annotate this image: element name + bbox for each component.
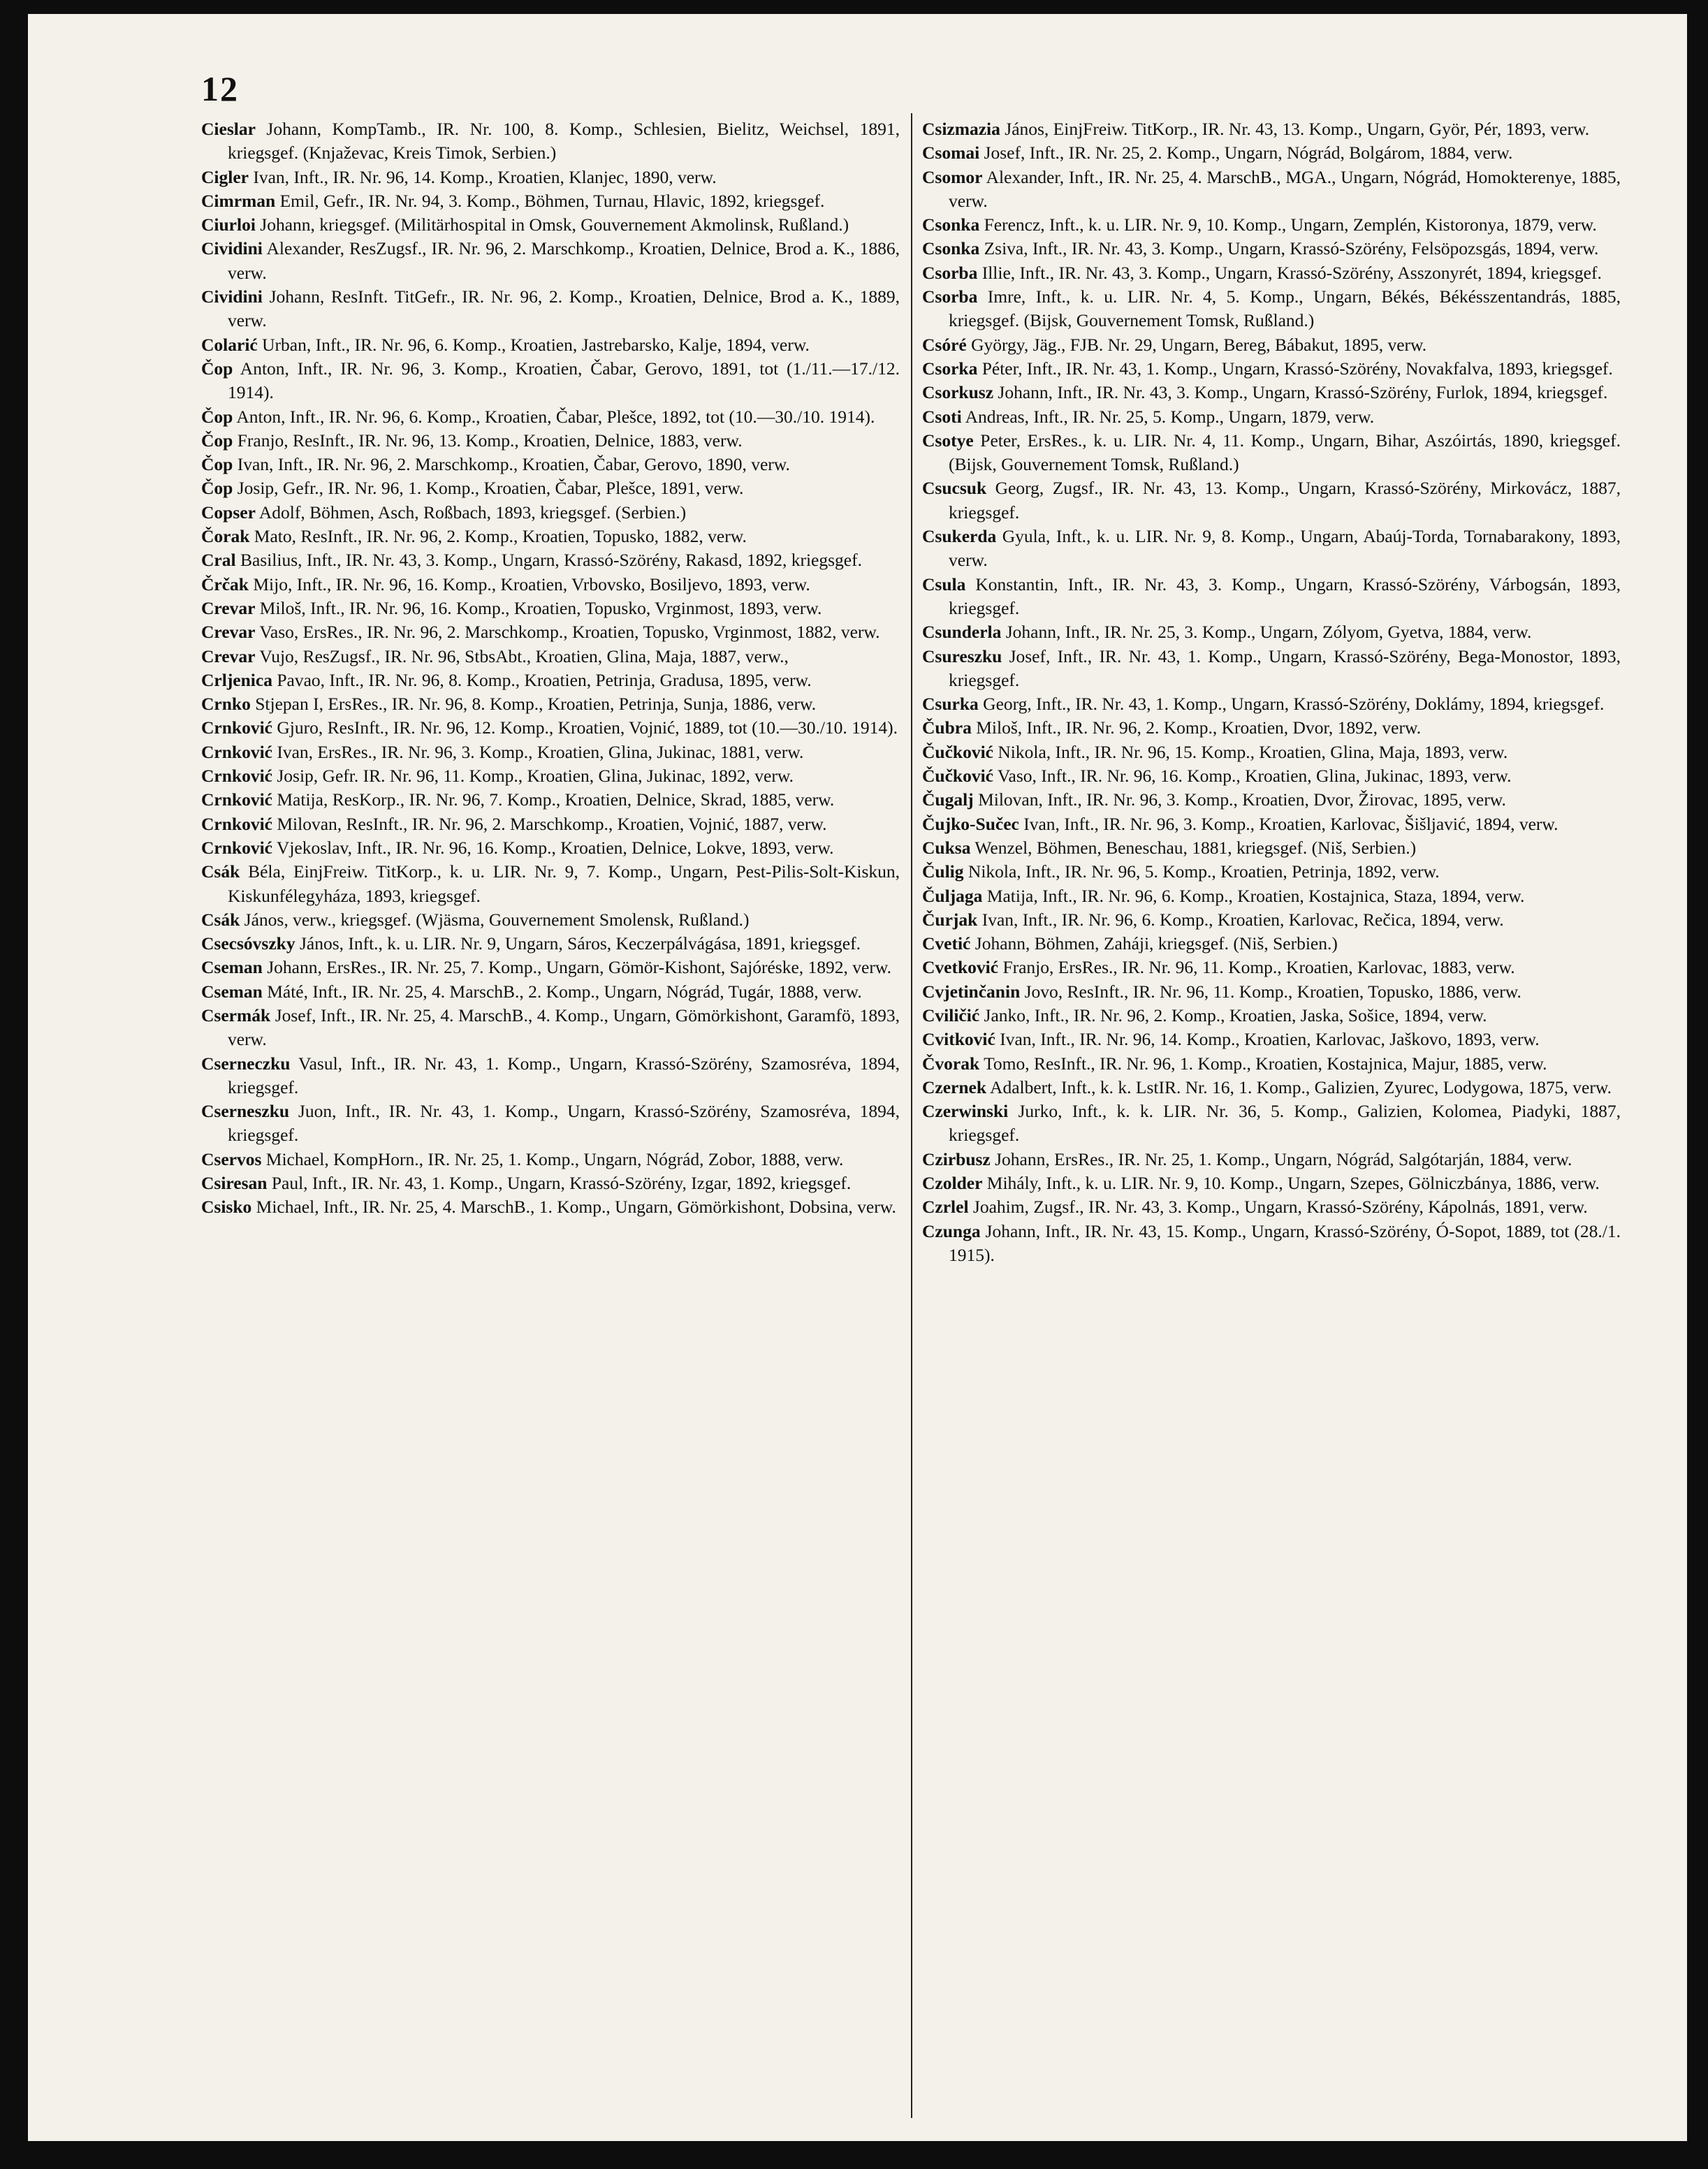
entry-details: Franjo, ResInft., IR. Nr. 96, 13. Komp., Kroatien, Delnice, 1883, verw. xyxy=(233,430,743,451)
entry-details: Georg, Inft., IR. Nr. 43, 1. Komp., Ungarn, Krassó-Szörény, Doklámy, 1894, kriegsgef. xyxy=(978,694,1605,715)
list-entry xyxy=(201,740,900,764)
entry-details: Matija, Inft., IR. Nr. 96, 6. Komp., Kroatien, Kostajnica, Staza, 1894, verw. xyxy=(982,885,1525,906)
entry-details: Jurko, Inft., k. k. LIR. Nr. 36, 5. Komp., Galizien, Kolomea, Piadyki, 1887, kriegsgef. xyxy=(949,1101,1621,1146)
entry-surname: Cvetić xyxy=(922,933,971,954)
entry-surname: Cvjetinčanin xyxy=(922,981,1021,1002)
list-entry xyxy=(922,525,1621,573)
list-entry xyxy=(922,1028,1621,1051)
entry-surname: Csula xyxy=(922,574,966,594)
entry-details: Nikola, Inft., IR. Nr. 96, 5. Komp., Kroatien, Petrinja, 1892, verw. xyxy=(963,861,1440,882)
entry-surname: Czolder xyxy=(922,1173,983,1194)
list-entry xyxy=(201,429,900,453)
list-entry xyxy=(201,836,900,860)
entry-details: Johann, kriegsgef. (Militärhospital in Omsk, Gouvernement Akmolinsk, Rußland.) xyxy=(255,214,849,235)
list-entry xyxy=(201,956,900,979)
list-entry xyxy=(922,405,1621,429)
entry-surname: Csomor xyxy=(922,166,983,187)
entry-details: Gjuro, ResInft., IR. Nr. 96, 12. Komp., Kroatien, Vojnić, 1889, tot (10.—30./10. 1914). xyxy=(272,717,898,738)
entry-surname: Csucsuk xyxy=(922,478,987,499)
entry-surname: Crnko xyxy=(201,694,251,715)
entry-surname: Cseman xyxy=(201,981,263,1002)
entry-surname: Czrlel xyxy=(922,1197,969,1218)
entry-details: Josip, Gefr., IR. Nr. 96, 1. Komp., Kroatien, Čabar, Plešce, 1891, verw. xyxy=(233,478,744,499)
list-entry xyxy=(922,141,1621,165)
entry-surname: Czirbusz xyxy=(922,1148,991,1169)
document-page xyxy=(28,14,1687,2141)
list-entry xyxy=(201,788,900,812)
entry-details: Ivan, Inft., IR. Nr. 96, 3. Komp., Kroatien, Karlovac, Šišljavić, 1894, verw. xyxy=(1019,813,1559,834)
list-entry xyxy=(922,1076,1621,1100)
list-entry xyxy=(201,573,900,597)
entry-details: Vasul, Inft., IR. Nr. 43, 1. Komp., Ungarn, Krassó-Szörény, Szamosréva, 1894, kriegsgef. xyxy=(228,1053,900,1097)
entry-details: Nikola, Inft., IR. Nr. 96, 15. Komp., Kroatien, Glina, Maja, 1893, verw. xyxy=(993,741,1508,762)
list-entry xyxy=(201,333,900,357)
entry-surname: Cseman xyxy=(201,957,263,978)
entry-surname: Čop xyxy=(201,454,233,475)
list-entry xyxy=(922,740,1621,764)
list-entry xyxy=(922,812,1621,836)
page-number: 12 xyxy=(201,69,239,108)
entry-surname: Cral xyxy=(201,550,236,571)
entry-surname: Cieslar xyxy=(201,119,256,139)
list-entry xyxy=(201,189,900,213)
entry-surname: Cigler xyxy=(201,166,249,187)
entry-surname: Čorak xyxy=(201,526,250,547)
entry-details: Tomo, ResInft., IR. Nr. 96, 1. Komp., Kroatien, Kostajnica, Majur, 1885, verw. xyxy=(979,1053,1547,1074)
entry-details: Adalbert, Inft., k. k. LstIR. Nr. 16, 1. Komp., Galizien, Zyurec, Lodygowa, 1875, verw. xyxy=(986,1076,1612,1097)
entry-surname: Csureszku xyxy=(922,645,1002,666)
entry-details: Emil, Gefr., IR. Nr. 94, 3. Komp., Böhmen, Turnau, Hlavic, 1892, kriegsgef. xyxy=(275,190,825,211)
entry-surname: Csiresan xyxy=(201,1173,268,1194)
entry-surname: Čujko-Sučec xyxy=(922,813,1019,834)
entry-surname: Crevar xyxy=(201,622,256,643)
list-entry xyxy=(201,1004,900,1052)
entry-surname: Csorba xyxy=(922,262,978,283)
entry-surname: Cvetković xyxy=(922,957,999,978)
list-entry xyxy=(201,405,900,429)
entry-surname: Čurjak xyxy=(922,909,978,930)
list-entry xyxy=(922,692,1621,716)
list-entry xyxy=(922,357,1621,381)
entry-details: János, verw., kriegsgef. (Wjäsma, Gouvernement Smolensk, Rußland.) xyxy=(240,909,750,930)
entry-surname: Cividini xyxy=(201,238,263,259)
entry-details: Gyula, Inft., k. u. LIR. Nr. 9, 8. Komp., Ungarn, Abaúj-Torda, Tornabarakony, 1893, verw. xyxy=(949,526,1621,571)
entry-surname: Čubra xyxy=(922,717,972,738)
list-entry xyxy=(201,237,900,285)
list-entry xyxy=(922,764,1621,788)
list-entry xyxy=(922,860,1621,884)
entry-surname: Crnković xyxy=(201,741,272,762)
entry-details: Vujo, ResZugsf., IR. Nr. 96, StbsAbt., Kroatien, Glina, Maja, 1887, verw., xyxy=(255,645,789,666)
entry-details: Pavao, Inft., IR. Nr. 96, 8. Komp., Kroatien, Petrinja, Gradusa, 1895, verw. xyxy=(272,669,812,690)
entry-surname: Csunderla xyxy=(922,622,1002,643)
entry-details: Mijo, Inft., IR. Nr. 96, 16. Komp., Kroatien, Vrbovsko, Bosiljevo, 1893, verw. xyxy=(248,574,810,594)
entry-details: Ivan, Inft., IR. Nr. 96, 6. Komp., Kroatien, Karlovac, Rečica, 1894, verw. xyxy=(977,909,1504,930)
list-entry xyxy=(922,117,1621,141)
entry-details: Janko, Inft., IR. Nr. 96, 2. Komp., Kroatien, Jaska, Sošice, 1894, verw. xyxy=(979,1005,1487,1025)
list-entry xyxy=(922,333,1621,357)
entry-details: Juon, Inft., IR. Nr. 43, 1. Komp., Ungarn, Krassó-Szörény, Szamosréva, 1894, kriegsgef. xyxy=(228,1101,900,1146)
entry-surname: Cividini xyxy=(201,286,263,307)
entry-details: Péter, Inft., IR. Nr. 43, 1. Komp., Ungarn, Krassó-Szörény, Novakfalva, 1893, kriegsgef. xyxy=(977,358,1613,379)
list-entry xyxy=(922,1004,1621,1028)
list-entry xyxy=(201,476,900,500)
entry-details: Miloš, Inft., IR. Nr. 96, 16. Komp., Kroatien, Topusko, Vrginmost, 1893, verw. xyxy=(255,597,822,618)
entry-surname: Čučković xyxy=(922,766,993,787)
list-entry xyxy=(922,980,1621,1004)
entry-details: Paul, Inft., IR. Nr. 43, 1. Komp., Ungarn, Krassó-Szörény, Izgar, 1892, kriegsgef. xyxy=(267,1173,852,1194)
list-entry xyxy=(201,597,900,620)
entry-surname: Csukerda xyxy=(922,526,997,547)
entry-surname: Csonka xyxy=(922,214,980,235)
entry-surname: Copser xyxy=(201,502,256,523)
entry-surname: Csák xyxy=(201,861,240,882)
list-entry xyxy=(201,1171,900,1195)
entry-details: Imre, Inft., k. u. LIR. Nr. 4, 5. Komp., Ungarn, Békés, Békésszentandrás, 1885, kriegsgef. (Bijsk, Gouvernement Tomsk, Rußland.) xyxy=(949,286,1621,331)
list-entry xyxy=(922,836,1621,860)
left-column xyxy=(201,117,900,1220)
entry-details: Ivan, Inft., IR. Nr. 96, 14. Komp., Kroatien, Klanjec, 1890, verw. xyxy=(248,166,717,187)
list-entry xyxy=(201,764,900,788)
entry-details: Johann, Inft., IR. Nr. 43, 3. Komp., Ungarn, Krassó-Szörény, Furlok, 1894, kriegsgef. xyxy=(993,382,1608,403)
entry-surname: Čvorak xyxy=(922,1053,980,1074)
entry-surname: Crevar xyxy=(201,645,256,666)
entry-surname: Csurka xyxy=(922,694,979,715)
entry-details: Vjekoslav, Inft., IR. Nr. 96, 16. Komp., Kroatien, Delnice, Lokve, 1893, verw. xyxy=(272,837,834,858)
entry-details: Johann, ResInft. TitGefr., IR. Nr. 96, 2. Komp., Kroatien, Delnice, Brod a. K., 1889, verw. xyxy=(228,286,900,331)
entry-surname: Csizmazia xyxy=(922,119,1000,139)
list-entry xyxy=(201,980,900,1004)
list-entry xyxy=(201,645,900,669)
list-entry xyxy=(201,166,900,189)
entry-surname: Csisko xyxy=(201,1197,252,1218)
list-entry xyxy=(201,908,900,932)
entry-details: Miloš, Inft., IR. Nr. 96, 2. Komp., Kroatien, Dvor, 1892, verw. xyxy=(971,717,1422,738)
list-entry xyxy=(201,620,900,644)
entry-details: Béla, EinjFreiw. TitKorp., k. u. LIR. Nr. 9, 7. Komp., Ungarn, Pest-Pilis-Solt-Kiskun, Kiskunfélegyháza, 1893, kriegsgef. xyxy=(228,861,900,906)
entry-details: Stjepan I, ErsRes., IR. Nr. 96, 8. Komp., Kroatien, Petrinja, Sunja, 1886, verw. xyxy=(250,694,817,715)
entry-details: Alexander, Inft., IR. Nr. 25, 4. MarschB., MGA., Ungarn, Nógrád, Homokterenye, 1885, verw. xyxy=(949,166,1621,211)
list-entry xyxy=(922,884,1621,908)
list-entry xyxy=(922,1195,1621,1219)
entry-details: Illie, Inft., IR. Nr. 43, 3. Komp., Ungarn, Krassó-Szörény, Asszonyrét, 1894, kriegsgef. xyxy=(977,262,1602,283)
list-entry xyxy=(201,117,900,166)
entry-surname: Čučković xyxy=(922,741,993,762)
list-entry xyxy=(922,429,1621,477)
entry-details: Alexander, ResZugsf., IR. Nr. 96, 2. Marschkomp., Kroatien, Delnice, Brod a. K., 1886, verw. xyxy=(228,238,900,283)
entry-surname: Cservos xyxy=(201,1148,262,1169)
list-entry xyxy=(201,812,900,836)
entry-details: Urban, Inft., IR. Nr. 96, 6. Komp., Kroatien, Jastrebarsko, Kalje, 1894, verw. xyxy=(257,334,810,355)
entry-surname: Csorka xyxy=(922,358,978,379)
entry-details: Peter, ErsRes., k. u. LIR. Nr. 4, 11. Komp., Ungarn, Bihar, Aszóirtás, 1890, kriegsgef. (Bijsk, Gouvernement Tomsk, Rußland.) xyxy=(949,430,1621,475)
entry-surname: Csomai xyxy=(922,143,980,163)
entry-details: Andreas, Inft., IR. Nr. 25, 5. Komp., Ungarn, 1879, verw. xyxy=(961,406,1375,427)
entry-details: Konstantin, Inft., IR. Nr. 43, 3. Komp., Ungarn, Krassó-Szörény, Várbogsán, 1893, kriegsgef. xyxy=(949,574,1621,618)
entry-surname: Cserneszku xyxy=(201,1101,290,1122)
list-entry xyxy=(201,1100,900,1148)
entry-surname: Crnković xyxy=(201,789,272,810)
entry-details: Vaso, ErsRes., IR. Nr. 96, 2. Marschkomp., Kroatien, Topusko, Vrginmost, 1882, verw. xyxy=(255,622,880,643)
list-entry xyxy=(201,357,900,405)
entry-details: Michael, Inft., IR. Nr. 25, 4. MarschB., 1. Komp., Ungarn, Gömörkishont, Dobsina, verw. xyxy=(251,1197,896,1218)
entry-surname: Čuljaga xyxy=(922,885,983,906)
list-entry xyxy=(922,261,1621,285)
entry-surname: Czernek xyxy=(922,1076,987,1097)
list-entry xyxy=(201,692,900,716)
list-entry xyxy=(922,1100,1621,1148)
entry-surname: Csorba xyxy=(922,286,978,307)
entry-details: Ivan, Inft., IR. Nr. 96, 2. Marschkomp., Kroatien, Čabar, Gerovo, 1890, verw. xyxy=(233,454,790,475)
list-entry xyxy=(922,1220,1621,1268)
list-entry xyxy=(201,860,900,908)
entry-details: Josef, Inft., IR. Nr. 25, 4. MarschB., 4. Komp., Ungarn, Gömörkishont, Garamfö, 1893, verw. xyxy=(228,1005,900,1050)
entry-details: Basilius, Inft., IR. Nr. 43, 3. Komp., Ungarn, Krassó-Szörény, Rakasd, 1892, kriegsgef. xyxy=(235,550,862,571)
entry-surname: Čop xyxy=(201,430,233,451)
entry-details: Zsiva, Inft., IR. Nr. 43, 3. Komp., Ungarn, Krassó-Szörény, Felsöpozsgás, 1894, verw. xyxy=(979,238,1599,259)
entry-surname: Črčak xyxy=(201,574,249,594)
entry-surname: Csonka xyxy=(922,238,980,259)
list-entry xyxy=(922,908,1621,932)
entry-details: János, Inft., k. u. LIR. Nr. 9, Ungarn, Sáros, Keczerpálvágása, 1891, kriegsgef. xyxy=(295,933,861,954)
entry-surname: Czerwinski xyxy=(922,1101,1009,1122)
entry-details: György, Jäg., FJB. Nr. 29, Ungarn, Bereg, Bábakut, 1895, verw. xyxy=(966,334,1427,355)
list-entry xyxy=(201,501,900,525)
entry-surname: Cviličić xyxy=(922,1005,980,1025)
entry-surname: Cserneczku xyxy=(201,1053,291,1074)
entry-details: Máté, Inft., IR. Nr. 25, 4. MarschB., 2. Komp., Ungarn, Nógrád, Tugár, 1888, verw. xyxy=(262,981,862,1002)
entry-surname: Crnković xyxy=(201,837,272,858)
list-entry xyxy=(201,669,900,692)
entry-surname: Csóré xyxy=(922,334,967,355)
entry-details: Ferencz, Inft., k. u. LIR. Nr. 9, 10. Komp., Ungarn, Zemplén, Kistoronya, 1879, verw. xyxy=(979,214,1597,235)
list-entry xyxy=(922,956,1621,979)
entry-surname: Cuksa xyxy=(922,837,971,858)
list-entry xyxy=(922,932,1621,956)
list-entry xyxy=(922,381,1621,404)
list-entry xyxy=(201,1195,900,1219)
entry-surname: Čop xyxy=(201,478,233,499)
column-divider xyxy=(911,113,912,2118)
list-entry xyxy=(201,548,900,572)
entry-details: Josef, Inft., IR. Nr. 25, 2. Komp., Ungarn, Nógrád, Bolgárom, 1884, verw. xyxy=(979,143,1513,163)
list-entry xyxy=(922,1052,1621,1076)
entry-details: Johann, ErsRes., IR. Nr. 25, 1. Komp., Ungarn, Nógrád, Salgótarján, 1884, verw. xyxy=(990,1148,1572,1169)
list-entry xyxy=(922,620,1621,644)
list-entry xyxy=(201,285,900,333)
list-entry xyxy=(922,716,1621,740)
entry-details: Josip, Gefr. IR. Nr. 96, 11. Komp., Kroatien, Glina, Jukinac, 1892, verw. xyxy=(272,766,794,787)
entry-surname: Čop xyxy=(201,406,233,427)
entry-surname: Crnković xyxy=(201,766,272,787)
entry-details: Josef, Inft., IR. Nr. 43, 1. Komp., Ungarn, Krassó-Szörény, Bega-Monostor, 1893, kriegsgef. xyxy=(949,645,1621,690)
list-entry xyxy=(922,573,1621,621)
entry-details: Vaso, Inft., IR. Nr. 96, 16. Komp., Kroatien, Glina, Jukinac, 1893, verw. xyxy=(993,766,1512,787)
entry-details: János, EinjFreiw. TitKorp., IR. Nr. 43, 13. Komp., Ungarn, Györ, Pér, 1893, verw. xyxy=(1000,119,1590,139)
list-entry xyxy=(922,1148,1621,1171)
list-entry xyxy=(201,213,900,237)
entry-surname: Colarić xyxy=(201,334,258,355)
entry-details: Michael, KompHorn., IR. Nr. 25, 1. Komp., Ungarn, Nógrád, Zobor, 1888, verw. xyxy=(261,1148,844,1169)
entry-surname: Czunga xyxy=(922,1220,981,1241)
list-entry xyxy=(922,285,1621,333)
entry-surname: Csoti xyxy=(922,406,962,427)
entry-surname: Čop xyxy=(201,358,233,379)
entry-details: Johann, Inft., IR. Nr. 25, 3. Komp., Ungarn, Zólyom, Gyetva, 1884, verw. xyxy=(1001,622,1532,643)
right-column xyxy=(922,117,1621,1267)
entry-details: Milovan, Inft., IR. Nr. 96, 3. Komp., Kroatien, Dvor, Žirovac, 1895, verw. xyxy=(973,789,1506,810)
entry-surname: Csermák xyxy=(201,1005,271,1025)
list-entry xyxy=(922,213,1621,237)
entry-details: Franjo, ErsRes., IR. Nr. 96, 11. Komp., Kroatien, Karlovac, 1883, verw. xyxy=(998,957,1515,978)
list-entry xyxy=(922,166,1621,214)
entry-details: Ivan, Inft., IR. Nr. 96, 14. Komp., Kroatien, Karlovac, Jaškovo, 1893, verw. xyxy=(995,1029,1540,1050)
entry-details: Joahim, Zugsf., IR. Nr. 43, 3. Komp., Ungarn, Krassó-Szörény, Kápolnás, 1891, verw. xyxy=(968,1197,1588,1218)
list-entry xyxy=(201,453,900,476)
list-entry xyxy=(201,716,900,740)
entry-surname: Csorkusz xyxy=(922,382,994,403)
entry-details: Johann, ErsRes., IR. Nr. 25, 7. Komp., Ungarn, Gömör-Kishont, Sajóréske, 1892, verw. xyxy=(262,957,891,978)
entry-details: Johann, KompTamb., IR. Nr. 100, 8. Komp., Schlesien, Bielitz, Weichsel, 1891, kriegsgef. (Knjaževac, Kreis Timok, Serbien.) xyxy=(228,119,900,163)
entry-surname: Cimrman xyxy=(201,190,276,211)
entry-details: Jovo, ResInft., IR. Nr. 96, 11. Komp., Kroatien, Topusko, 1886, verw. xyxy=(1020,981,1521,1002)
entry-details: Mihály, Inft., k. u. LIR. Nr. 9, 10. Komp., Ungarn, Szepes, Gölniczbánya, 1886, verw. xyxy=(982,1173,1600,1194)
entry-details: Georg, Zugsf., IR. Nr. 43, 13. Komp., Ungarn, Krassó-Szörény, Mirkovácz, 1887, kriegsgef. xyxy=(949,478,1621,523)
list-entry xyxy=(201,525,900,548)
entry-details: Johann, Inft., IR. Nr. 43, 15. Komp., Ungarn, Krassó-Szörény, Ó-Sopot, 1889, tot (28./1. 1915). xyxy=(949,1220,1621,1265)
entry-details: Johann, Böhmen, Zaháji, kriegsgef. (Niš, Serbien.) xyxy=(970,933,1338,954)
entry-surname: Ciurloi xyxy=(201,214,256,235)
entry-surname: Csák xyxy=(201,909,240,930)
entry-details: Ivan, ErsRes., IR. Nr. 96, 3. Komp., Kroatien, Glina, Jukinac, 1881, verw. xyxy=(272,741,804,762)
entry-surname: Cvitković xyxy=(922,1029,995,1050)
entry-details: Adolf, Böhmen, Asch, Roßbach, 1893, kriegsgef. (Serbien.) xyxy=(255,502,687,523)
entry-surname: Crevar xyxy=(201,597,256,618)
entry-surname: Csecsóvszky xyxy=(201,933,295,954)
entry-surname: Crnković xyxy=(201,813,272,834)
list-entry xyxy=(922,788,1621,812)
list-entry xyxy=(922,645,1621,693)
entry-surname: Čugalj xyxy=(922,789,974,810)
list-entry xyxy=(201,1052,900,1100)
list-entry xyxy=(922,237,1621,261)
entry-details: Wenzel, Böhmen, Beneschau, 1881, kriegsgef. (Niš, Serbien.) xyxy=(970,837,1417,858)
entry-details: Anton, Inft., IR. Nr. 96, 3. Komp., Kroatien, Čabar, Gerovo, 1891, tot (1./11.—17./12. 1914). xyxy=(228,358,900,403)
list-entry xyxy=(922,1171,1621,1195)
list-entry xyxy=(922,476,1621,525)
entry-surname: Crljenica xyxy=(201,669,272,690)
entry-surname: Čulig xyxy=(922,861,964,882)
list-entry xyxy=(201,1148,900,1171)
entry-details: Milovan, ResInft., IR. Nr. 96, 2. Marschkomp., Kroatien, Vojnić, 1887, verw. xyxy=(272,813,827,834)
entry-details: Mato, ResInft., IR. Nr. 96, 2. Komp., Kroatien, Topusko, 1882, verw. xyxy=(249,526,747,547)
entry-details: Matija, ResKorp., IR. Nr. 96, 7. Komp., Kroatien, Delnice, Skrad, 1885, verw. xyxy=(272,789,835,810)
entry-surname: Crnković xyxy=(201,717,272,738)
list-entry xyxy=(201,932,900,956)
entry-details: Anton, Inft., IR. Nr. 96, 6. Komp., Kroatien, Čabar, Plešce, 1892, tot (10.—30./10. 1914). xyxy=(233,406,875,427)
entry-surname: Csotye xyxy=(922,430,974,451)
